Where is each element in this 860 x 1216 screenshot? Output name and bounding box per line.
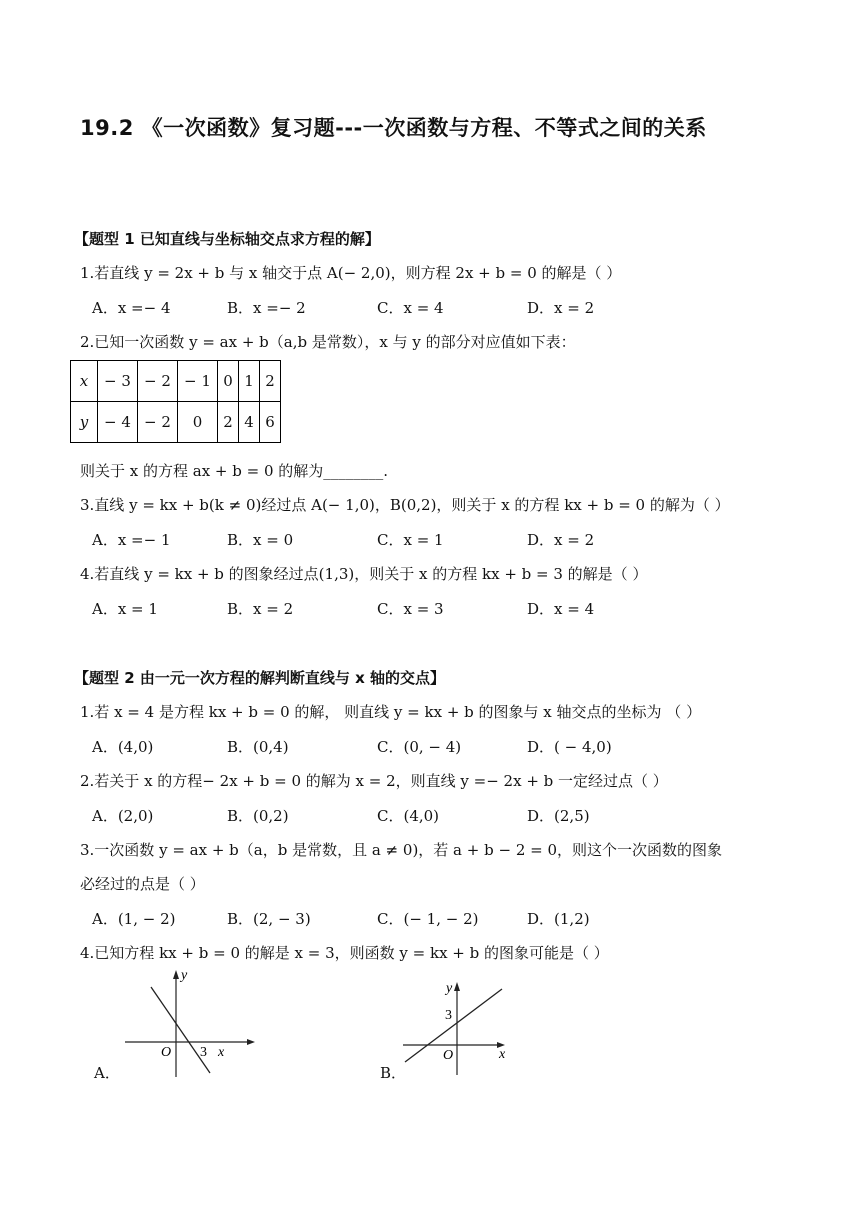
question-2-4: 4.已知方程 kx + b = 0 的解是 x = 3，则函数 y = kx + b 的图象可能是（ ） [80,944,609,962]
option-b: B．x = 0 [227,531,294,549]
table-cell: − 3 [98,361,138,402]
table-cell: 0 [218,361,239,402]
tick-label-3: 3 [200,1045,207,1060]
table-cell: 6 [260,402,281,443]
option-a: A．x = 1 [92,600,158,618]
table-cell: − 1 [178,361,218,402]
option-a: A．(2,0) [92,807,154,825]
question-2-1: 1.若 x = 4 是方程 kx + b = 0 的解， 则直线 y = kx + b 的图象与 x 轴交点的坐标为 （ ） [80,703,702,721]
y-axis-arrow-icon [454,982,460,991]
question-1-1: 1.若直线 y = 2x + b 与 x 轴交于点 A(− 2,0)，则方程 2x + b = 0 的解是（ ） [80,264,622,282]
option-b: B．x =− 2 [227,299,306,317]
table-cell: − 2 [138,361,178,402]
origin-label: O [443,1048,454,1063]
option-b: B．(2, − 3) [227,910,311,928]
value-table [70,360,281,443]
y-axis-arrow-icon [173,970,179,979]
question-2-2: 2.若关于 x 的方程− 2x + b = 0 的解为 x = 2，则直线 y =− 2x + b 一定经过点（ ） [80,772,668,790]
question-2-3: 3.一次函数 y = ax + b（a，b 是常数，且 a ≠ 0)，若 a + b − 2 = 0，则这个一次函数的图象 [80,841,723,859]
table-header-y: y [71,402,98,443]
option-c: C．x = 4 [377,299,444,317]
table-row [71,361,281,402]
question-1-3: 3.直线 y = kx + b(k ≠ 0)经过点 A(− 1,0)，B(0,2)，则关于 x 的方程 kx + b = 0 的解为（ ） [80,496,730,514]
table-row [71,402,281,443]
graph-b [395,975,525,1080]
option-d: D．x = 2 [527,531,595,549]
graph-a-label: A． [94,1064,120,1082]
option-c: C．(0, − 4) [377,738,462,756]
question-1-2: 2.已知一次函数 y = ax + b（a,b 是常数），x 与 y 的部分对应值如下表： [80,333,576,351]
option-c: C．(4,0) [377,807,440,825]
function-line [405,989,502,1062]
option-c: C．(− 1, − 2) [377,910,479,928]
option-a: A．x =− 1 [92,531,171,549]
table-header-x: x [71,361,98,402]
option-d: D．x = 2 [527,299,595,317]
table-cell: 1 [239,361,260,402]
function-line [151,987,210,1073]
option-a: A．x =− 4 [92,299,171,317]
x-axis-arrow-icon [247,1039,255,1045]
option-b: B．x = 2 [227,600,294,618]
question-2-3-cont: 必经过的点是（ ） [80,875,205,893]
question-1-4: 4.若直线 y = kx + b 的图象经过点(1,3)，则关于 x 的方程 kx + b = 3 的解是（ ） [80,565,648,583]
option-d: D．(1,2) [527,910,590,928]
table-cell: 2 [218,402,239,443]
x-axis-label: x [218,1045,225,1060]
option-d: D．x = 4 [527,600,595,618]
section-heading-2: 【题型 2 由一元一次方程的解判断直线与 x 轴的交点】 [74,669,446,687]
y-axis-label: y [181,968,188,983]
tick-label-3: 3 [445,1008,452,1023]
origin-label: O [161,1045,172,1060]
x-axis-label: x [499,1047,506,1062]
option-b: B．(0,2) [227,807,289,825]
option-a: A．(1, − 2) [92,910,176,928]
option-c: C．x = 3 [377,600,444,618]
table-cell: − 4 [98,402,138,443]
option-d: D．(2,5) [527,807,590,825]
option-a: A．(4,0) [92,738,154,756]
option-c: C．x = 1 [377,531,444,549]
question-1-2-answer: 则关于 x 的方程 ax + b = 0 的解为________. [80,462,389,480]
graph-b-label: B． [380,1064,407,1082]
y-axis-label: y [446,981,453,996]
page-title: 19.2 《一次函数》复习题---一次函数与方程、不等式之间的关系 [80,116,707,140]
table-cell: 4 [239,402,260,443]
table-cell: 2 [260,361,281,402]
option-d: D．( − 4,0) [527,738,612,756]
table-cell: − 2 [138,402,178,443]
option-b: B．(0,4) [227,738,289,756]
table-cell: 0 [178,402,218,443]
section-heading-1: 【题型 1 已知直线与坐标轴交点求方程的解】 [74,230,380,248]
